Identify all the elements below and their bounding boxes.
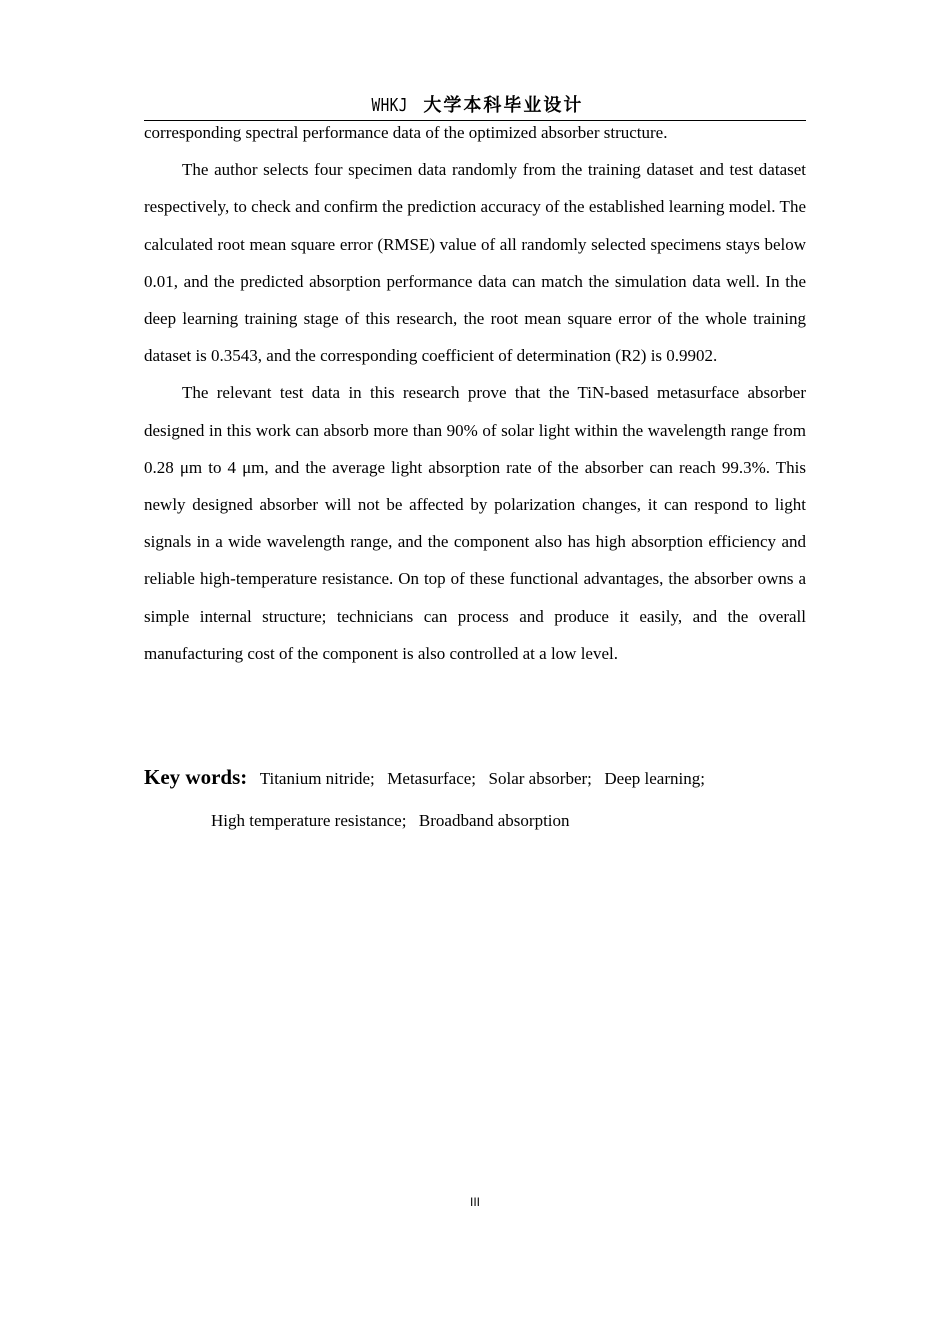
keyword: Titanium nitride; [259, 769, 375, 788]
keywords-label: Key words [144, 765, 241, 789]
paragraph-prediction-accuracy: The author selects four specimen data randomly from the training dataset and test dataset respectively, to check and confirm the prediction accuracy of the established learning model. The calculated root mean square error (RMSE) value of all randomly selected specimens stays below 0.01, and the predicted absorption performance data can match the simulation data well. In the deep learning training stage of this research, the root mean square error of the whole training dataset is 0.3543, and the corresponding coefficient of determination (R2) is 0.9902. [144, 160, 806, 366]
header-brand: WHKJ [371, 95, 408, 116]
paragraph-continued: corresponding spectral performance data of the optimized absorber structure. [144, 123, 668, 142]
paragraph-test-results: The relevant test data in this research prove that the TiN-based metasurface absorber designed in this work can absorb more than 90% of solar light within the wavelength range from 0.28 μm to 4 μm, and the average light absorption rate of the absorber can reach 99.3%. This newly designed absorber will not be affected by polarization changes, it can respond to light signals in a wide wavelength range, and the component also has high absorption efficiency and reliable high-temperature resistance. On top of these functional advantages, the absorber owns a simple internal structure; technicians can process and produce it easily, and the overall manufacturing cost of the component is also controlled at a low level. [144, 383, 806, 663]
keyword: High temperature resistance; [211, 811, 407, 830]
keywords-row-1: Key words: Titanium nitride; Metasurface; Solar absorber; Deep learning; [144, 765, 705, 789]
abstract-body [144, 114, 806, 672]
keyword: Solar absorber; [488, 769, 592, 788]
keywords-row-2 [144, 800, 806, 842]
keyword: Broadband absorption [418, 811, 570, 830]
keywords-section [144, 756, 806, 842]
keyword: Deep learning; [604, 769, 705, 788]
header-title: 大学本科毕业设计 [423, 95, 584, 116]
keyword: Metasurface; [387, 769, 477, 788]
page-number: III [469, 1195, 480, 1209]
